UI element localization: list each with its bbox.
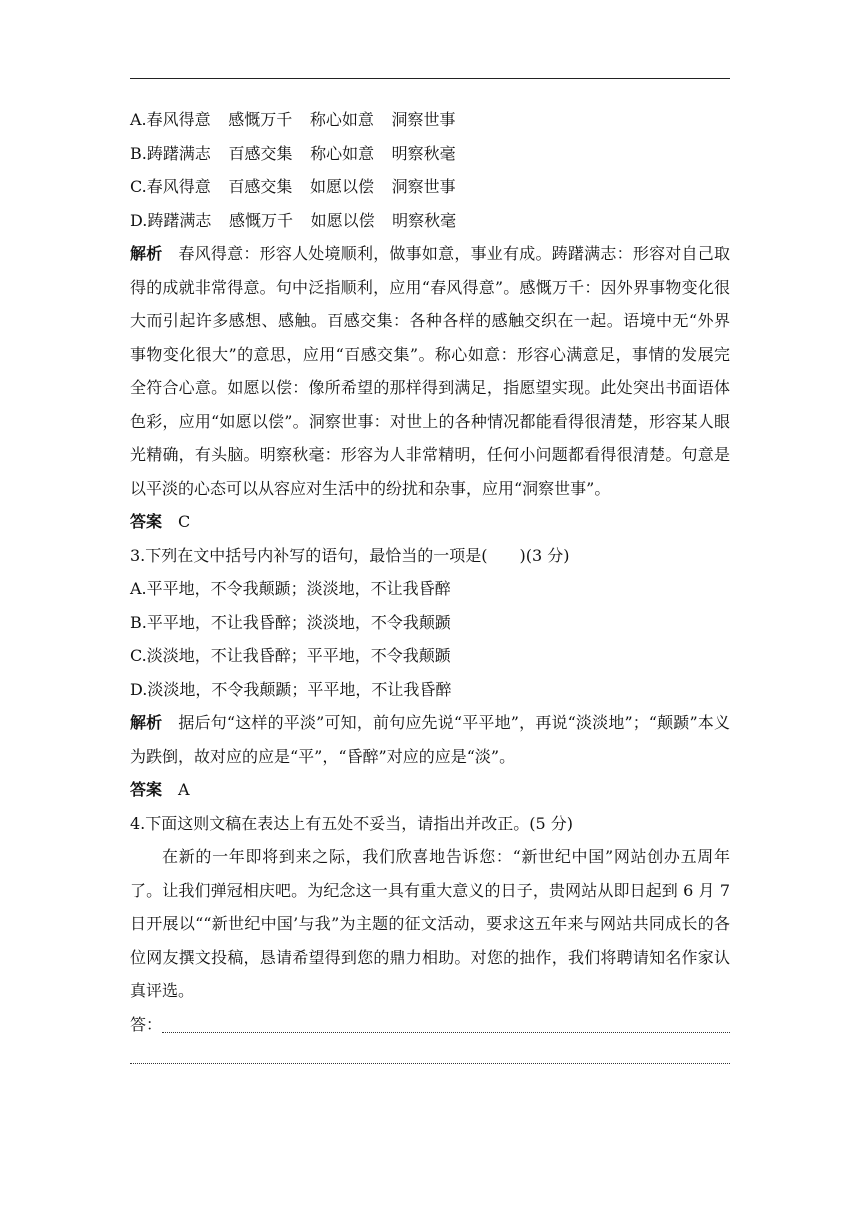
option-term: 明察秋毫 xyxy=(392,210,457,230)
q4-stem: 4.下面这则文稿在表达上有五处不妥当，请指出并改正。(5 分) xyxy=(130,813,574,833)
q2-answer xyxy=(130,505,730,539)
option-term: 明察秋毫 xyxy=(391,143,456,163)
q3-option-c: C.淡淡地，不让我昏醉；平平地，不令我颠踬 xyxy=(130,646,451,665)
analysis-tag: 解析 xyxy=(130,713,163,732)
q3-option-d: D.淡淡地，不令我颠踬；平平地，不让我昏醉 xyxy=(130,679,452,699)
option-term: 称心如意 xyxy=(309,110,374,129)
q3-option-a: A.平平地，不令我颠踬；淡淡地，不让我昏醉 xyxy=(130,579,451,598)
q2-option-b xyxy=(130,137,730,171)
content-area xyxy=(130,103,730,1075)
q3-stem: 3.下列在文中括号内补写的语句，最恰当的一项是( )(3 分) xyxy=(130,545,570,565)
answer-dotted-line-1[interactable] xyxy=(162,1032,730,1033)
option-term: 感慨万千 xyxy=(228,210,293,230)
option-term: B.踌躇满志 xyxy=(130,143,211,163)
option-term: C.春风得意 xyxy=(130,177,211,196)
q4-answer-line xyxy=(130,1008,730,1042)
answer-dotted-line-2[interactable] xyxy=(130,1063,730,1064)
option-term: 洞察世事 xyxy=(391,110,456,129)
option-term: 如愿以偿 xyxy=(309,177,374,196)
option-term: 洞察世事 xyxy=(391,177,456,196)
analysis-text: 春风得意：形容人处境顺利，做事如意，事业有成。踌躇满志：形容对自己取得的成就非常得意。句中泛指顺利，应用“春风得意”。感慨万千：因外界事物变化很大而引起许多感想、感触。百感交集：各种各样的感触交织在一起。语境中无“外界事物变化很大”的意思，应用“百感交集”。称心如意：形容心满意足，事情的发展完全符合心意。如愿以偿：像所希望的那样得到满足，指愿望实现。此处突出书面语体色彩，应用“如愿以偿”。洞察世事：对世上的各种情况都能看得很清楚，形容某人眼光精确，有头脑。明察秋毫：形容为人非常精明，任何小问题都看得很清楚。句意是以平淡的心态可以从容应对生活中的纷扰和杂事，应用“洞察世事”。 xyxy=(130,244,730,498)
q2-analysis xyxy=(130,237,730,505)
option-term: D.踌躇满志 xyxy=(130,210,212,230)
q3-analysis xyxy=(130,706,730,773)
answer-tag: 答案 xyxy=(130,780,163,799)
option-term: 百感交集 xyxy=(228,177,293,196)
q3-answer xyxy=(130,773,730,807)
q2-options xyxy=(130,103,730,237)
q4-answer-line-2 xyxy=(130,1041,730,1075)
option-term: 百感交集 xyxy=(228,143,293,163)
answer-value: C xyxy=(178,512,191,531)
q2-option-a xyxy=(130,103,730,137)
q2-option-d xyxy=(130,204,730,238)
option-term: 感慨万千 xyxy=(228,110,293,129)
option-term: A.春风得意 xyxy=(130,110,211,129)
header-rule xyxy=(130,78,730,79)
option-term: 如愿以偿 xyxy=(310,210,375,230)
answer-label: 答： xyxy=(130,1014,163,1034)
analysis-tag: 解析 xyxy=(130,244,163,263)
analysis-text: 据后句“这样的平淡”可知，前句应先说“平平地”，再说“淡淡地”；“颠踬”本义为跌倒，故对应的应是“平”，“昏醉”对应的应是“淡”。 xyxy=(130,713,730,766)
option-term: 称心如意 xyxy=(310,143,375,163)
answer-tag: 答案 xyxy=(130,512,163,531)
q4-passage: 在新的一年即将到来之际，我们欣喜地告诉您：“新世纪中国”网站创办五周年了。让我们弹冠相庆吧。为纪念这一具有重大意义的日子，贵网站从即日起到 6 月 7 日开展以““新世纪中国’与我”为主题的征文活动，要求这五年来与网站共同成长的各位网友撰文投稿，恳请希望得到您的鼎力相助。对您的拙作，我们将聘请知名作家认真评选。 xyxy=(130,847,730,1000)
answer-value: A xyxy=(178,780,190,799)
q3-option-b: B.平平地，不让我昏醉；淡淡地，不令我颠踬 xyxy=(130,612,451,632)
q2-option-c xyxy=(130,170,730,204)
